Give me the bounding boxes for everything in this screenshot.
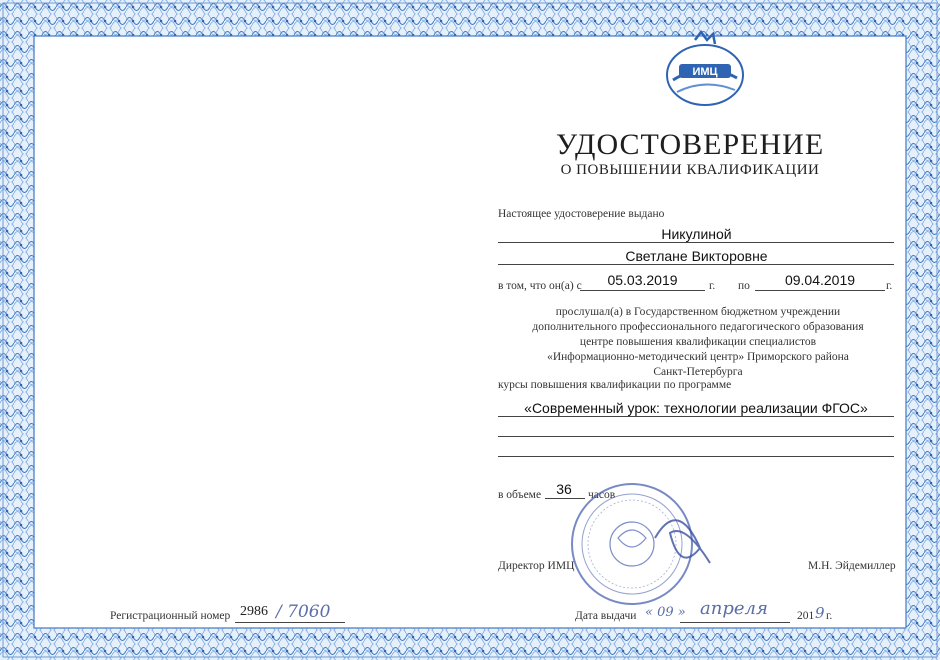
logo-text: ИМЦ (692, 66, 718, 78)
official-stamp (560, 478, 720, 608)
program-line-3 (498, 456, 894, 457)
date-to-line (755, 290, 885, 291)
issue-month-line (680, 622, 790, 623)
date-from: 05.03.2019 (607, 272, 678, 288)
period-prefix: в том, что он(а) с (498, 280, 582, 292)
to-label: по (738, 280, 750, 292)
year-mark-1: г. (709, 280, 716, 292)
institution-line: дополнительного профессионального педагогического образования (532, 321, 864, 333)
issue-month: апреля (700, 598, 768, 619)
surname-line (498, 242, 894, 243)
program-line-1 (498, 416, 894, 417)
document-subtitle: О ПОВЫШЕНИИ КВАЛИФИКАЦИИ (560, 162, 820, 178)
issue-date-label: Дата выдачи (575, 610, 637, 622)
given-names-value: Светлане Викторовне (625, 248, 768, 264)
issue-year-digit: 9 (815, 604, 825, 622)
institution-line: «Информационно-методический центр» Приморского района (547, 351, 849, 363)
issued-label: Настоящее удостоверение выдано (498, 208, 665, 220)
hours-prefix: в объеме (498, 489, 542, 501)
director-label: Директор ИМЦ (498, 560, 575, 572)
registration-line (235, 622, 345, 623)
director-name: М.Н. Эйдемиллер (808, 560, 896, 572)
program-line-2 (498, 436, 894, 437)
registration-number: 2986 (240, 604, 268, 619)
course-label: курсы повышения квалификации по программе (498, 379, 732, 391)
institution-line: Санкт-Петербурга (653, 366, 743, 378)
institution-line: центре повышения квалификации специалистов (579, 336, 817, 348)
institution-line: прослушал(а) в Государственном бюджетном учреждении (555, 306, 841, 318)
imc-logo (655, 30, 755, 110)
date-from-line (580, 290, 705, 291)
document-title: УДОСТОВЕРЕНИЕ (555, 128, 825, 161)
program-value: «Современный урок: технологии реализации ФГОС» (524, 400, 868, 416)
hours-suffix: часов (588, 489, 616, 501)
year-mark-2: г. (886, 280, 893, 292)
hours-value: 36 (556, 481, 572, 497)
registration-label: Регистрационный номер (110, 610, 231, 622)
given-names-line (498, 264, 894, 265)
date-to: 09.04.2019 (784, 272, 856, 288)
institution-block (500, 305, 896, 380)
issue-year-prefix: 201 (797, 610, 815, 622)
registration-handwritten: / 7060 (276, 602, 331, 622)
issue-day: « 09 » (645, 605, 686, 620)
issue-year-suffix: г. (826, 610, 833, 622)
surname-value: Никулиной (661, 226, 732, 242)
